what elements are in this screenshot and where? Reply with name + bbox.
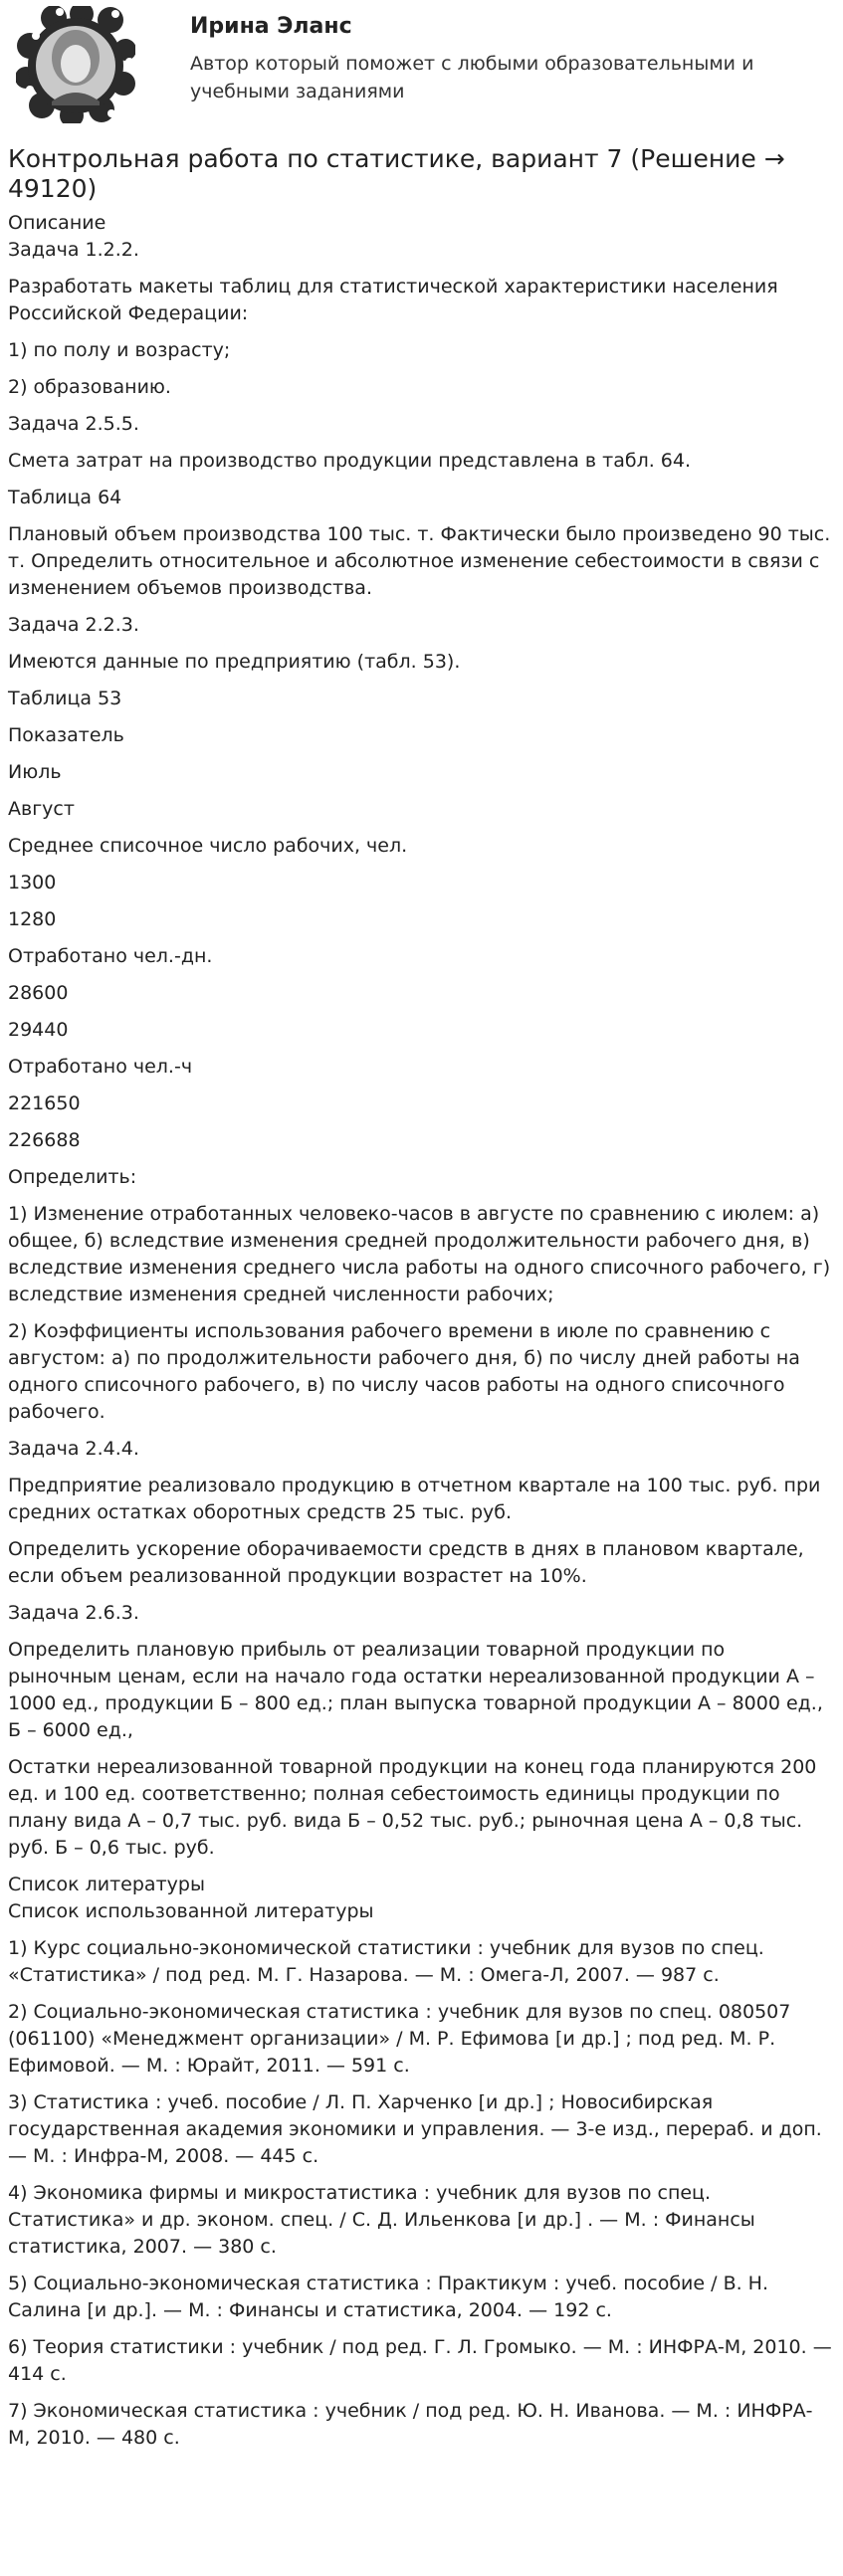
literature-item: 5) Социально-экономическая статистика : Практикум : учеб. пособие / В. Н. Салина [и др.]. — М. : Финансы и статистика, 2004. — 192 с. [8,2273,769,2321]
description-paragraph: Остатки нереализованной товарной продукции на конец года планируются 200 ед. и 100 ед. соответственно; полная себестоимость единицы продукции по плану вида А – 0,7 тыс. руб. вида Б – 0,52 тыс. руб.; рыночная цена А – 0,8 тыс. руб. Б – 0,6 тыс. руб. [8,1756,817,1859]
description-paragraph: Таблица 53 [8,688,122,709]
author-description: Автор который поможет с любыми образовательными и учебными заданиями [190,53,754,102]
description-body [8,237,835,1862]
description-paragraph: Определить ускорение оборачиваемости средств в днях в плановом квартале, если объем реализованной продукции возрастет на 10%. [8,1538,804,1587]
description-paragraph: 29440 [8,1019,69,1041]
description-paragraph: Задача 2.5.5. [8,413,139,435]
description-paragraph: Задача 2.2.3. [8,614,139,636]
literature-item: 4) Экономика фирмы и микростатистика : учебник для вузов по спец. Статистика» и др. эконом. спец. / С. Д. Ильенкова [и др.] . — М. : Финансы статистика, 2007. — 380 с. [8,2182,755,2258]
description-paragraph: Август [8,798,75,820]
description-paragraph: 221650 [8,1092,81,1114]
description-paragraph: Отработано чел.-дн. [8,945,213,967]
description-paragraph: Плановый объем производства 100 тыс. т. Фактически было произведено 90 тыс. т. Определить относительное и абсолютное изменение себестоимости в связи с изменением объемов производства. [8,523,831,599]
literature-item: 7) Экономическая статистика : учебник / под ред. Ю. Н. Иванова. — М. : ИНФРА-М, 2010. — 480 с. [8,2400,813,2449]
description-paragraph: Задача 2.4.4. [8,1438,139,1460]
author-name[interactable]: Ирина Эланс [190,14,352,39]
literature-item: 3) Статистика : учеб. пособие / Л. П. Харченко [и др.] ; Новосибирская государственная академия экономики и управления. — 3-е изд., перераб. и доп. — М. : Инфра-М, 2008. — 445 с. [8,2091,822,2167]
literature-item: 1) Курс социально-экономической статистики : учебник для вузов по спец. «Статистика» / под ред. М. Г. Назарова. — М. : Омега-Л, 2007. — 987 с. [8,1937,764,1986]
description-paragraph: Задача 2.6.3. [8,1602,139,1624]
description-paragraph: 28600 [8,982,69,1004]
literature-item: 2) Социально-экономическая статистика : учебник для вузов по спец. 080507 (061100) «Менеджмент организации» / М. Р. Ефимова [и др.] ; под ред. М. Р. Ефимовой. — М. : Юрайт, 2011. — 591 с. [8,2001,791,2077]
description-paragraph: 1) Изменение отработанных человеко-часов в августе по сравнению с июлем: а) общее, б) вследствие изменения средней продолжительности рабочего дня, в) вследствие изменения среднего числа работы на одного списочного рабочего, г) вследствие изменения средней численности рабочих; [8,1203,831,1305]
description-paragraph: 226688 [8,1129,81,1151]
description-paragraph: 1) по полу и возрасту; [8,339,231,361]
description-paragraph: Среднее списочное число рабочих, чел. [8,835,408,857]
description-paragraph: Задача 1.2.2. [8,239,139,261]
description-paragraph: Таблица 64 [8,487,122,508]
description-paragraph: 2) Коэффициенты использования рабочего времени в июле по сравнению с августом: а) по продолжительности рабочего дня, б) по числу дней работы на одного списочного рабочего, в) по числу часов работы на одного списочного рабочего. [8,1320,800,1423]
description-paragraph: Имеются данные по предприятию (табл. 53). [8,651,461,673]
literature-item: 6) Теория статистики : учебник / под ред. Г. Л. Громыко. — М. : ИНФРА-М, 2010. — 414 с. [8,2336,832,2385]
author-card [8,0,835,134]
description-label: Описание [8,212,106,234]
description-paragraph: Смета затрат на производство продукции представлена в табл. 64. [8,450,692,472]
description-paragraph: Отработано чел.-ч [8,1056,193,1078]
description-paragraph: Предприятие реализовало продукцию в отчетном квартале на 100 тыс. руб. при средних остатках оборотных средств 25 тыс. руб. [8,1475,821,1523]
description-paragraph: Июль [8,761,62,783]
avatar-image [16,6,135,123]
description-paragraph: 1280 [8,908,57,930]
description-paragraph: 1300 [8,872,57,893]
description-paragraph: 2) образованию. [8,376,171,398]
description-paragraph: Определить: [8,1166,137,1188]
literature-list [8,1935,835,2452]
page-title: Контрольная работа по статистике, вариант 7 (Решение → 49120) [8,144,785,203]
literature-heading: Список литературы [8,1874,205,1895]
description-paragraph: Показатель [8,724,124,746]
avatar[interactable] [16,6,135,123]
description-paragraph: Разработать макеты таблиц для статистической характеристики населения Российской Федерации: [8,276,778,324]
literature-subheading: Список использованной литературы [8,1900,374,1922]
description-paragraph: Определить плановую прибыль от реализации товарной продукции по рыночным ценам, если на начало года остатки нереализованной продукции А – 1000 ед., продукции Б – 800 ед.; план выпуска товарной продукции А – 8000 ед., Б – 6000 ед., [8,1639,823,1741]
